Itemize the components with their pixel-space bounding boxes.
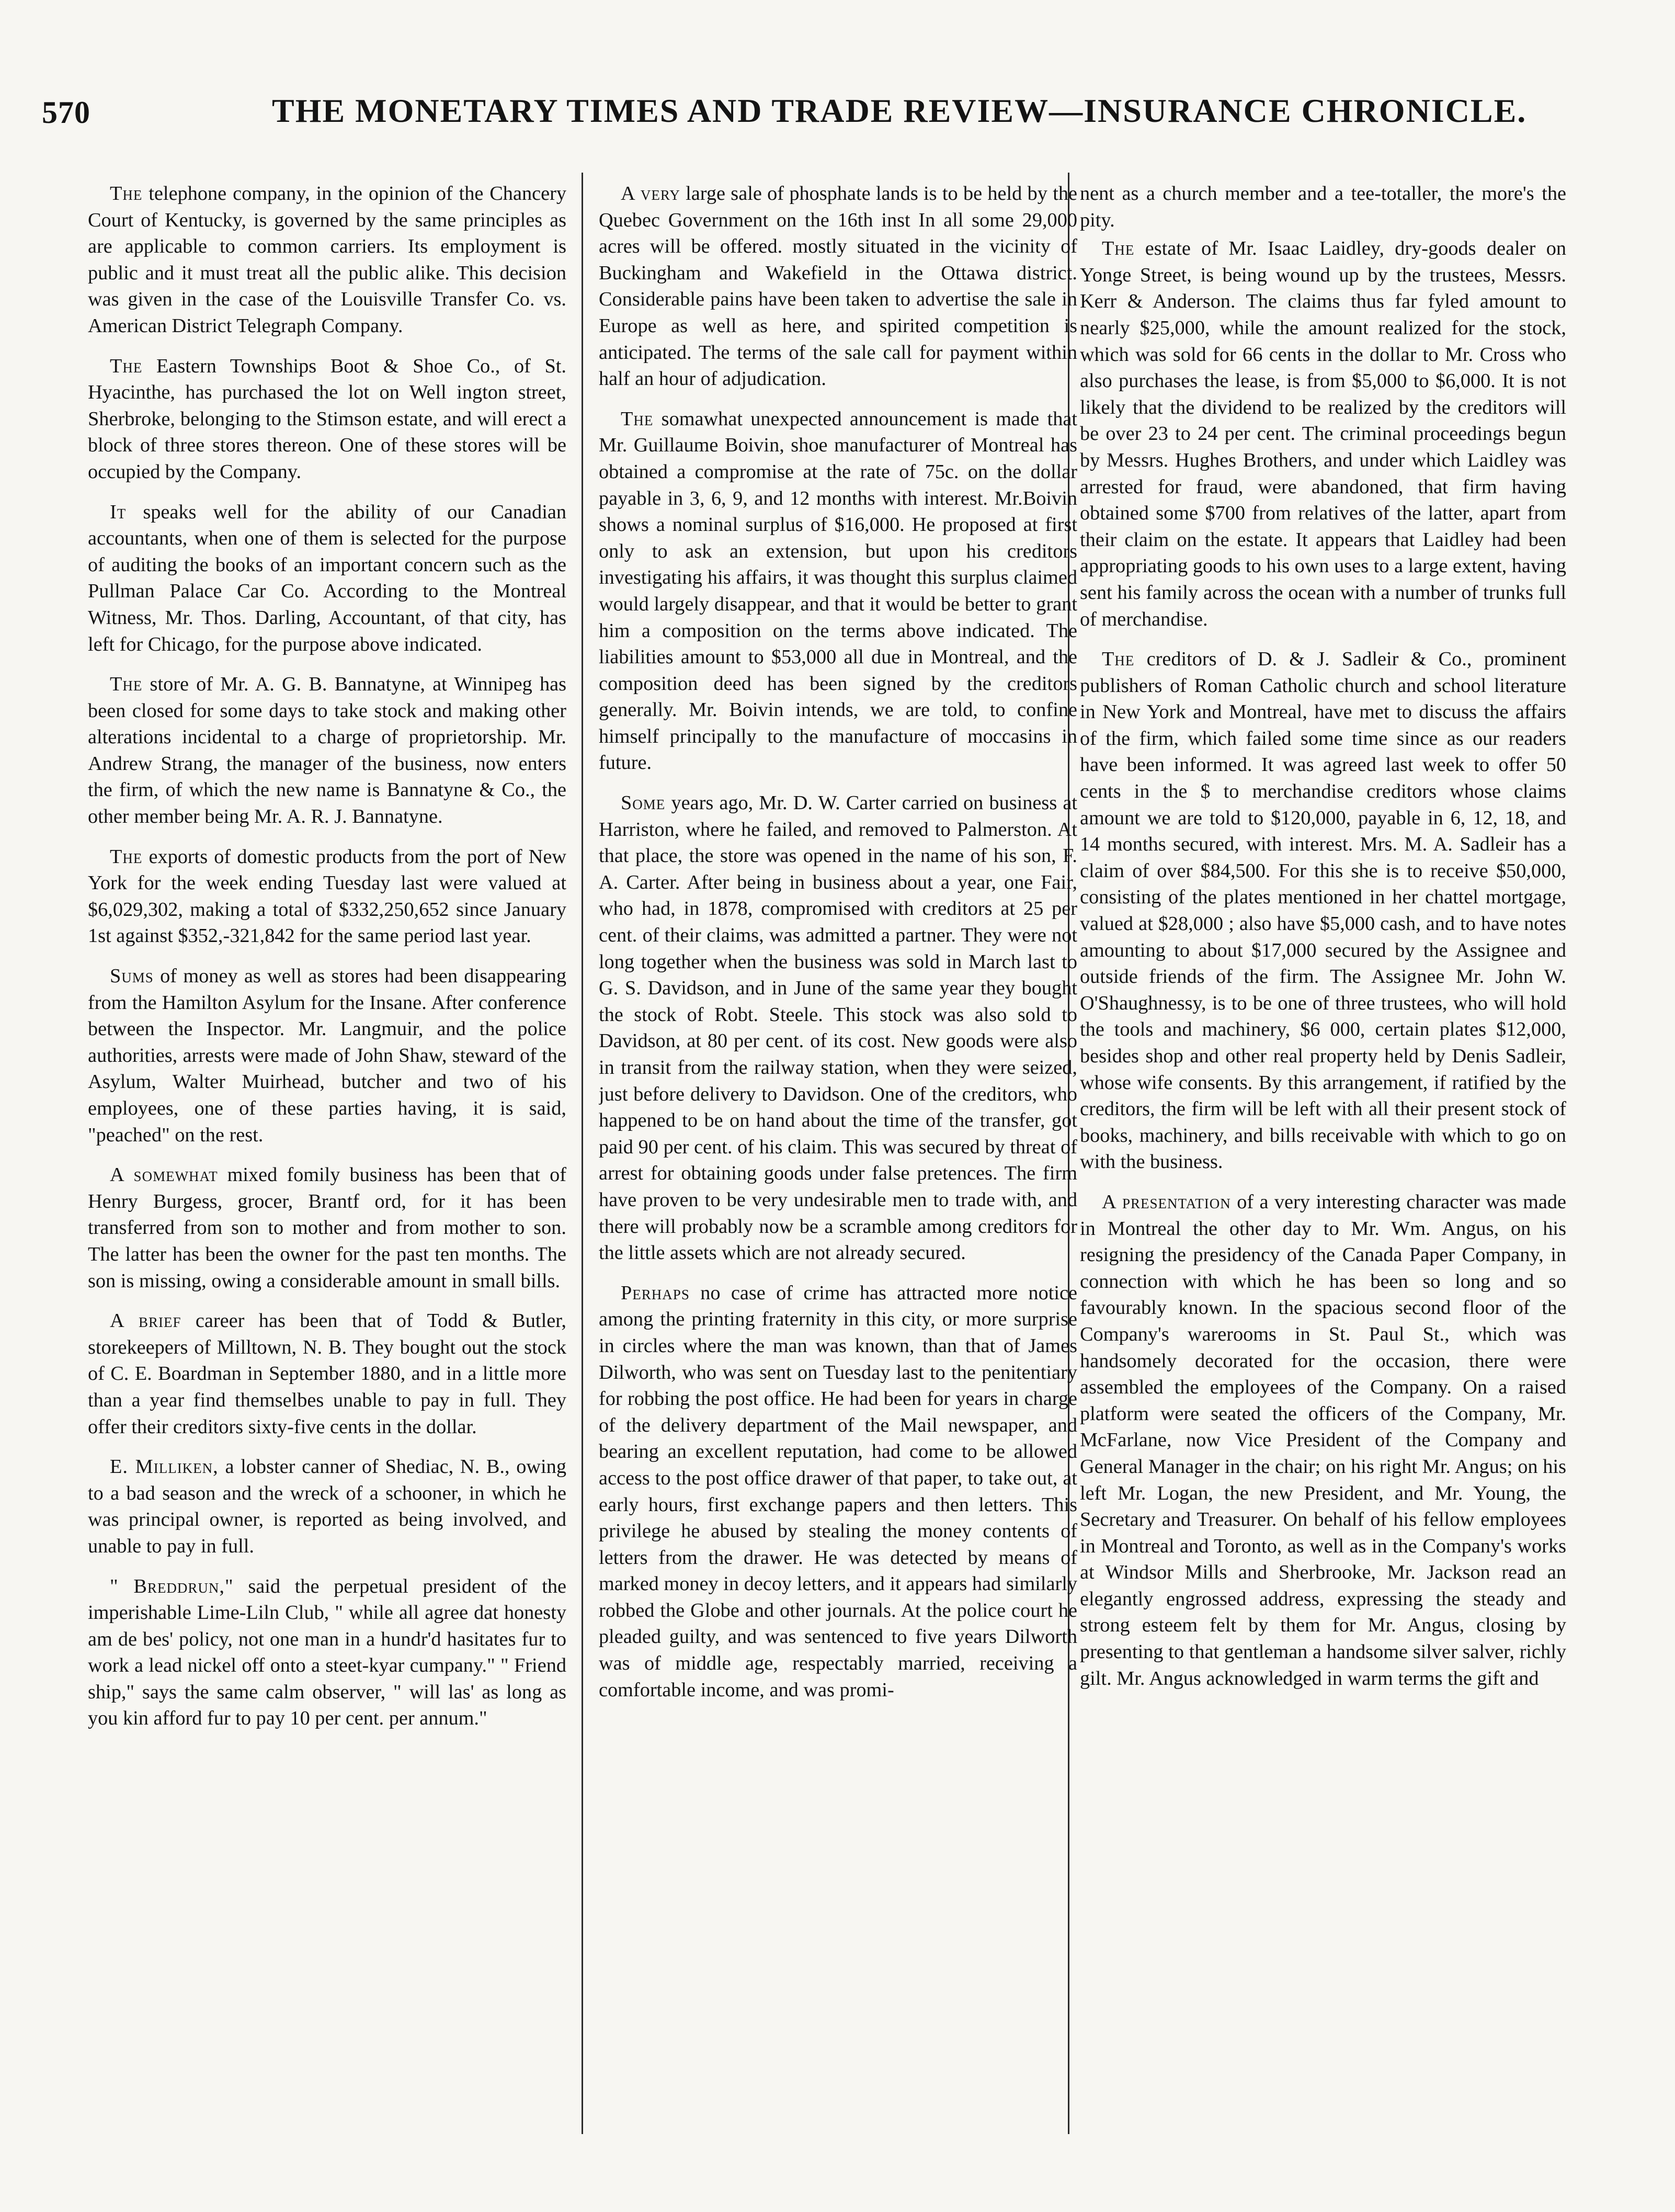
paragraph-text: estate of Mr. Isaac Laidley, dry-goods dealer on Yonge Street, is being wound up by the trustees, Messrs. Kerr & Anderson. The claims thus far fyled amount to nearly $25,000, while the amount realized for the stock, which was sold for 66 cents in the dollar to Mr. Cross who also purchases the lease, is from $5,000 to $6,000. It is not likely that the dividend to be realized by the creditors will be over 23 to 24 per cent. The criminal proceedings begun by Messrs. Hughes Brothers, and under which Laidley was arrested for fraud, were abandoned, that firm having obtained some $700 from relatives of the latter, apart from their claim on the estate. It appears that Laidley had been appropriating goods to his own uses to a large extent, having sent his family across the ocean with a number of trunks full of merchandise.: [1080, 237, 1566, 630]
page-number: 570: [42, 95, 90, 130]
paragraph-text: no case of crime has attracted more notice among the printing fraternity in this city, or more surprise in circles where the man was known, than that of James Dilworth, who was sent on Tuesday last to the penitentiary for robbing the post office. He had been for years in charge of the delivery department of the Mail newspaper, and bearing an excellent reputation, had come to be allowed access to the post office drawer of that paper, to take out, at early hours, first exchange papers and then letters. This privilege he abused by stealing the money contents of letters from the drawer. He was detected by means of marked money in decoy letters, and it appears had similarly robbed the Globe and other journals. At the police court he pleaded guilty, and was sentenced to five years Dilworth was of middle age, respectably married, receiving a comfortable income, and was promi-: [599, 1281, 1077, 1701]
article-paragraph: [88, 1162, 566, 1294]
article-paragraph: [88, 671, 566, 830]
paragraph-lead: Perhaps: [621, 1281, 690, 1304]
paragraph-lead: A very: [621, 183, 680, 205]
paragraph-text: nent as a church member and a tee-totaller, the more's the pity.: [1080, 183, 1566, 231]
paragraph-lead: The: [1102, 237, 1135, 260]
column-3: [1080, 180, 1566, 2126]
article-paragraph: [88, 844, 566, 949]
paragraph-text: of a very interesting character was made in Montreal the other day to Mr. Wm. Angus, on his resigning the presidency of the Canada Paper Company, in connection with which he has been so long and so favourably known. In the spacious second floor of the Company's warerooms in St. Paul St., which was handsomely decorated for the occasion, there were assembled the employees of the Company. On a raised platform were seated the officers of the Company, Mr. McFarlane, now Vice President of the Company and General Manager in the chair; on his right Mr. Angus; on his left Mr. Logan, the new President, and Mr. Young, the Secretary and Treasurer. On behalf of his fellow employees in Montreal and Toronto, as well as in the Company's works at Windsor Mills and Sherbrooke, Mr. Jackson read an elegantly engrossed address, expressing the steady and strong esteem felt by them for Mr. Angus, closing by presenting to that gentleman a handsome silver salver, richly gilt. Mr. Angus acknowledged in warm terms the gift and: [1080, 1190, 1566, 1689]
paragraph-text: somawhat unexpected announcement is made that Mr. Guillaume Boivin, shoe manufacturer of Montreal has obtained a compromise at the rate of 75c. on the dollar payable in 3, 6, 9, and 12 months with interest. Mr.Boivin shows a nominal surplus of $16,000. He proposed at first only to ask an extension, but upon his creditors investigating his affairs, it was thought this surplus claimed would largely disappear, and that it would be better to grant him a composition on the terms above indicated. The liabilities amount to $53,000 all due in Montreal, and the composition deed has been signed by the creditors generally. Mr. Boivin intends, we are told, to confine himself principally to the manufacture of moccasins in future.: [599, 407, 1077, 774]
article-paragraph: [599, 790, 1077, 1266]
article-paragraph: [1080, 646, 1566, 1175]
column-divider: [582, 173, 583, 2134]
article-paragraph: [599, 406, 1077, 776]
paragraph-text: career has been that of Todd & Butler, storekeepers of Milltown, N. B. They bought out the stock of C. E. Boardman in September 1880, and in a little more than a year find themselbes unable to pay in full. They offer their creditors sixty-five cents in the dollar.: [88, 1310, 566, 1438]
paragraph-text: a lobster canner of Shediac, N. B., owing to a bad season and the wreck of a schooner, in which he was principal owner, is reported as being involved, and unable to pay in full.: [88, 1456, 566, 1557]
paragraph-lead: The: [110, 355, 143, 377]
paragraph-text: of money as well as stores had been disappearing from the Hamilton Asylum for the Insane. After conference between the Inspector. Mr. Langmuir, and the police authorities, arrests were made of John Shaw, steward of the Asylum, Walter Muirhead, butcher and two of his employees, one of these parties having, it is said, "peached" on the rest.: [88, 965, 566, 1146]
page-header: [42, 92, 1634, 139]
paragraph-lead: A presentation: [1102, 1190, 1231, 1213]
column-2: [599, 180, 1077, 2126]
paragraph-lead: A brief: [110, 1310, 181, 1332]
article-paragraph: [88, 180, 566, 339]
paragraph-lead: It: [110, 501, 127, 523]
paragraph-lead: " Breddrun,": [110, 1575, 234, 1597]
article-paragraph: [1080, 180, 1566, 233]
paragraph-lead: The: [1102, 648, 1135, 671]
column-1: [88, 180, 566, 2126]
paragraph-text: years ago, Mr. D. W. Carter carried on business at Harriston, where he failed, and removed to Palmerston. At that place, the store was opened in the name of his son, F. A. Carter. After being in business about a year, one Fair, who had, in 1878, compromised with creditors at 25 per cent. of their claims, was admitted a partner. They were not long together when the business was sold in March last to G. S. Davidson, and in June of the same year they bought the stock of Robt. Steele. This stock was also sold to Davidson, at 80 per cent. of its cost. New goods were also in transit from the railway station, when they were seized, just before delivery to Davidson. One of the creditors, who happened to be on hand about the time of the transfer, got paid 90 per cent. of his claim. This was secured by threat of arrest for obtaining goods under false pretences. The firm have proven to be very undesirable men to trade with, and there will probably now be a scramble among creditors for the little assets which are not already secured.: [599, 792, 1077, 1264]
article-paragraph: [599, 1280, 1077, 1704]
article-paragraph: [88, 353, 566, 485]
paragraph-text: exports of domestic products from the port of New York for the week ending Tuesday last were valued at $6,029,302, making a total of $332,250,652 since January 1st against $352,-321,842 for the same period last year.: [88, 845, 566, 947]
paragraph-lead: E. Milliken,: [110, 1456, 219, 1478]
paragraph-lead: Sums: [110, 965, 154, 988]
article-paragraph: [88, 963, 566, 1148]
paragraph-lead: The: [110, 673, 143, 696]
article-paragraph: [599, 180, 1077, 392]
paragraph-text: creditors of D. & J. Sadleir & Co., prominent publishers of Roman Catholic church and school literature in New York and Montreal, have met to discuss the affairs of the firm, which failed some time since as our readers have been informed. It was agreed last week to offer 50 cents in the $ to merchandise creditors whose claims amount we are told to $120,000, payable in 6, 12, 18, and 14 months secured, with interest. Mrs. M. A. Sadleir has a claim of over $84,500. For this she is to receive $50,000, consisting of the plates mentioned in her chattel mortgage, valued at $28,000 ; also have $5,000 cash, and to have notes amounting to about $17,000 secured by the Assignee and outside friends of the firm. The Assignee Mr. John W. O'Shaughnessy, is to be one of three trustees, who will hold the tools and machinery, $6 000, certain plates $12,000, besides shop and other real property held by Denis Sadleir, whose wife consents. By this arrangement, if ratified by the creditors, the firm will be left with all their present stock of books, machinery, and bills receivable with which to go on with the business.: [1080, 648, 1566, 1173]
article-paragraph: [1080, 1189, 1566, 1692]
paragraph-text: said the perpetual president of the imperishable Lime-Liln Club, " while all agree dat honesty am de bes' policy, not one man in a hundr'd hasitates fur to work a lead nickel off onto a steet-kyar cumpany." " Friend ship," says the same calm observer, " will las' as long as you kin afford fur to pay 10 per cent. per annum.": [88, 1575, 566, 1730]
page-title: THE MONETARY TIMES AND TRADE REVIEW—INSURANCE CHRONICLE.: [272, 92, 1527, 129]
article-paragraph: [88, 1454, 566, 1559]
article-paragraph: [88, 1308, 566, 1440]
article-paragraph: [88, 499, 566, 658]
paragraph-text: store of Mr. A. G. B. Bannatyne, at Winnipeg has been closed for some days to take stock and making other alterations incidental to a charge of proprietorship. Mr. Andrew Strang, the manager of the business, now enters the firm, of which the new name is Bannatyne & Co., the other member being Mr. A. R. J. Bannatyne.: [88, 673, 566, 828]
article-paragraph: [88, 1573, 566, 1732]
article-paragraph: [1080, 235, 1566, 632]
paragraph-text: mixed fomily business has been that of Henry Burgess, grocer, Brantf ord, for it has been transferred from son to mother and from mother to son. The latter has been the owner for the past ten months. The son is missing, owing a considerable amount in small bills.: [88, 1164, 566, 1292]
paragraph-text: large sale of phosphate lands is to be held by the Quebec Government on the 16th inst In all some 29,000 acres will be offered. mostly situated in the vicinity of Buckingham and Wakefield in the Ottawa district. Considerable pains have been taken to advertise the sale in Europe as well as here, and spirited competition is anticipated. The terms of the sale call for payment within half an hour of adjudication.: [599, 183, 1077, 390]
paragraph-lead: Some: [621, 792, 666, 814]
paragraph-lead: A somewhat: [110, 1164, 218, 1186]
paragraph-lead: The: [621, 407, 654, 430]
paragraph-text: speaks well for the ability of our Canadian accountants, when one of them is selected for the purpose of auditing the books of an important concern such as the Pullman Palace Car Co. According to the Montreal Witness, Mr. Thos. Darling, Accountant, of that city, has left for Chicago, for the purpose above indicated.: [88, 501, 566, 655]
paragraph-lead: The: [110, 845, 143, 868]
paragraph-text: telephone company, in the opinion of the Chancery Court of Kentucky, is governed by the same principles as are applicable to common carriers. Its employment is public and it must treat all the public alike. This decision was given in the case of the Louisville Transfer Co. vs. American District Telegraph Company.: [88, 183, 566, 337]
paragraph-text: Eastern Townships Boot & Shoe Co., of St. Hyacinthe, has purchased the lot on Well ington street, Sherbroke, belonging to the Stimson estate, and will erect a block of three stores thereon. One of these stores will be occupied by the Company.: [88, 355, 566, 483]
paragraph-lead: The: [110, 183, 143, 205]
